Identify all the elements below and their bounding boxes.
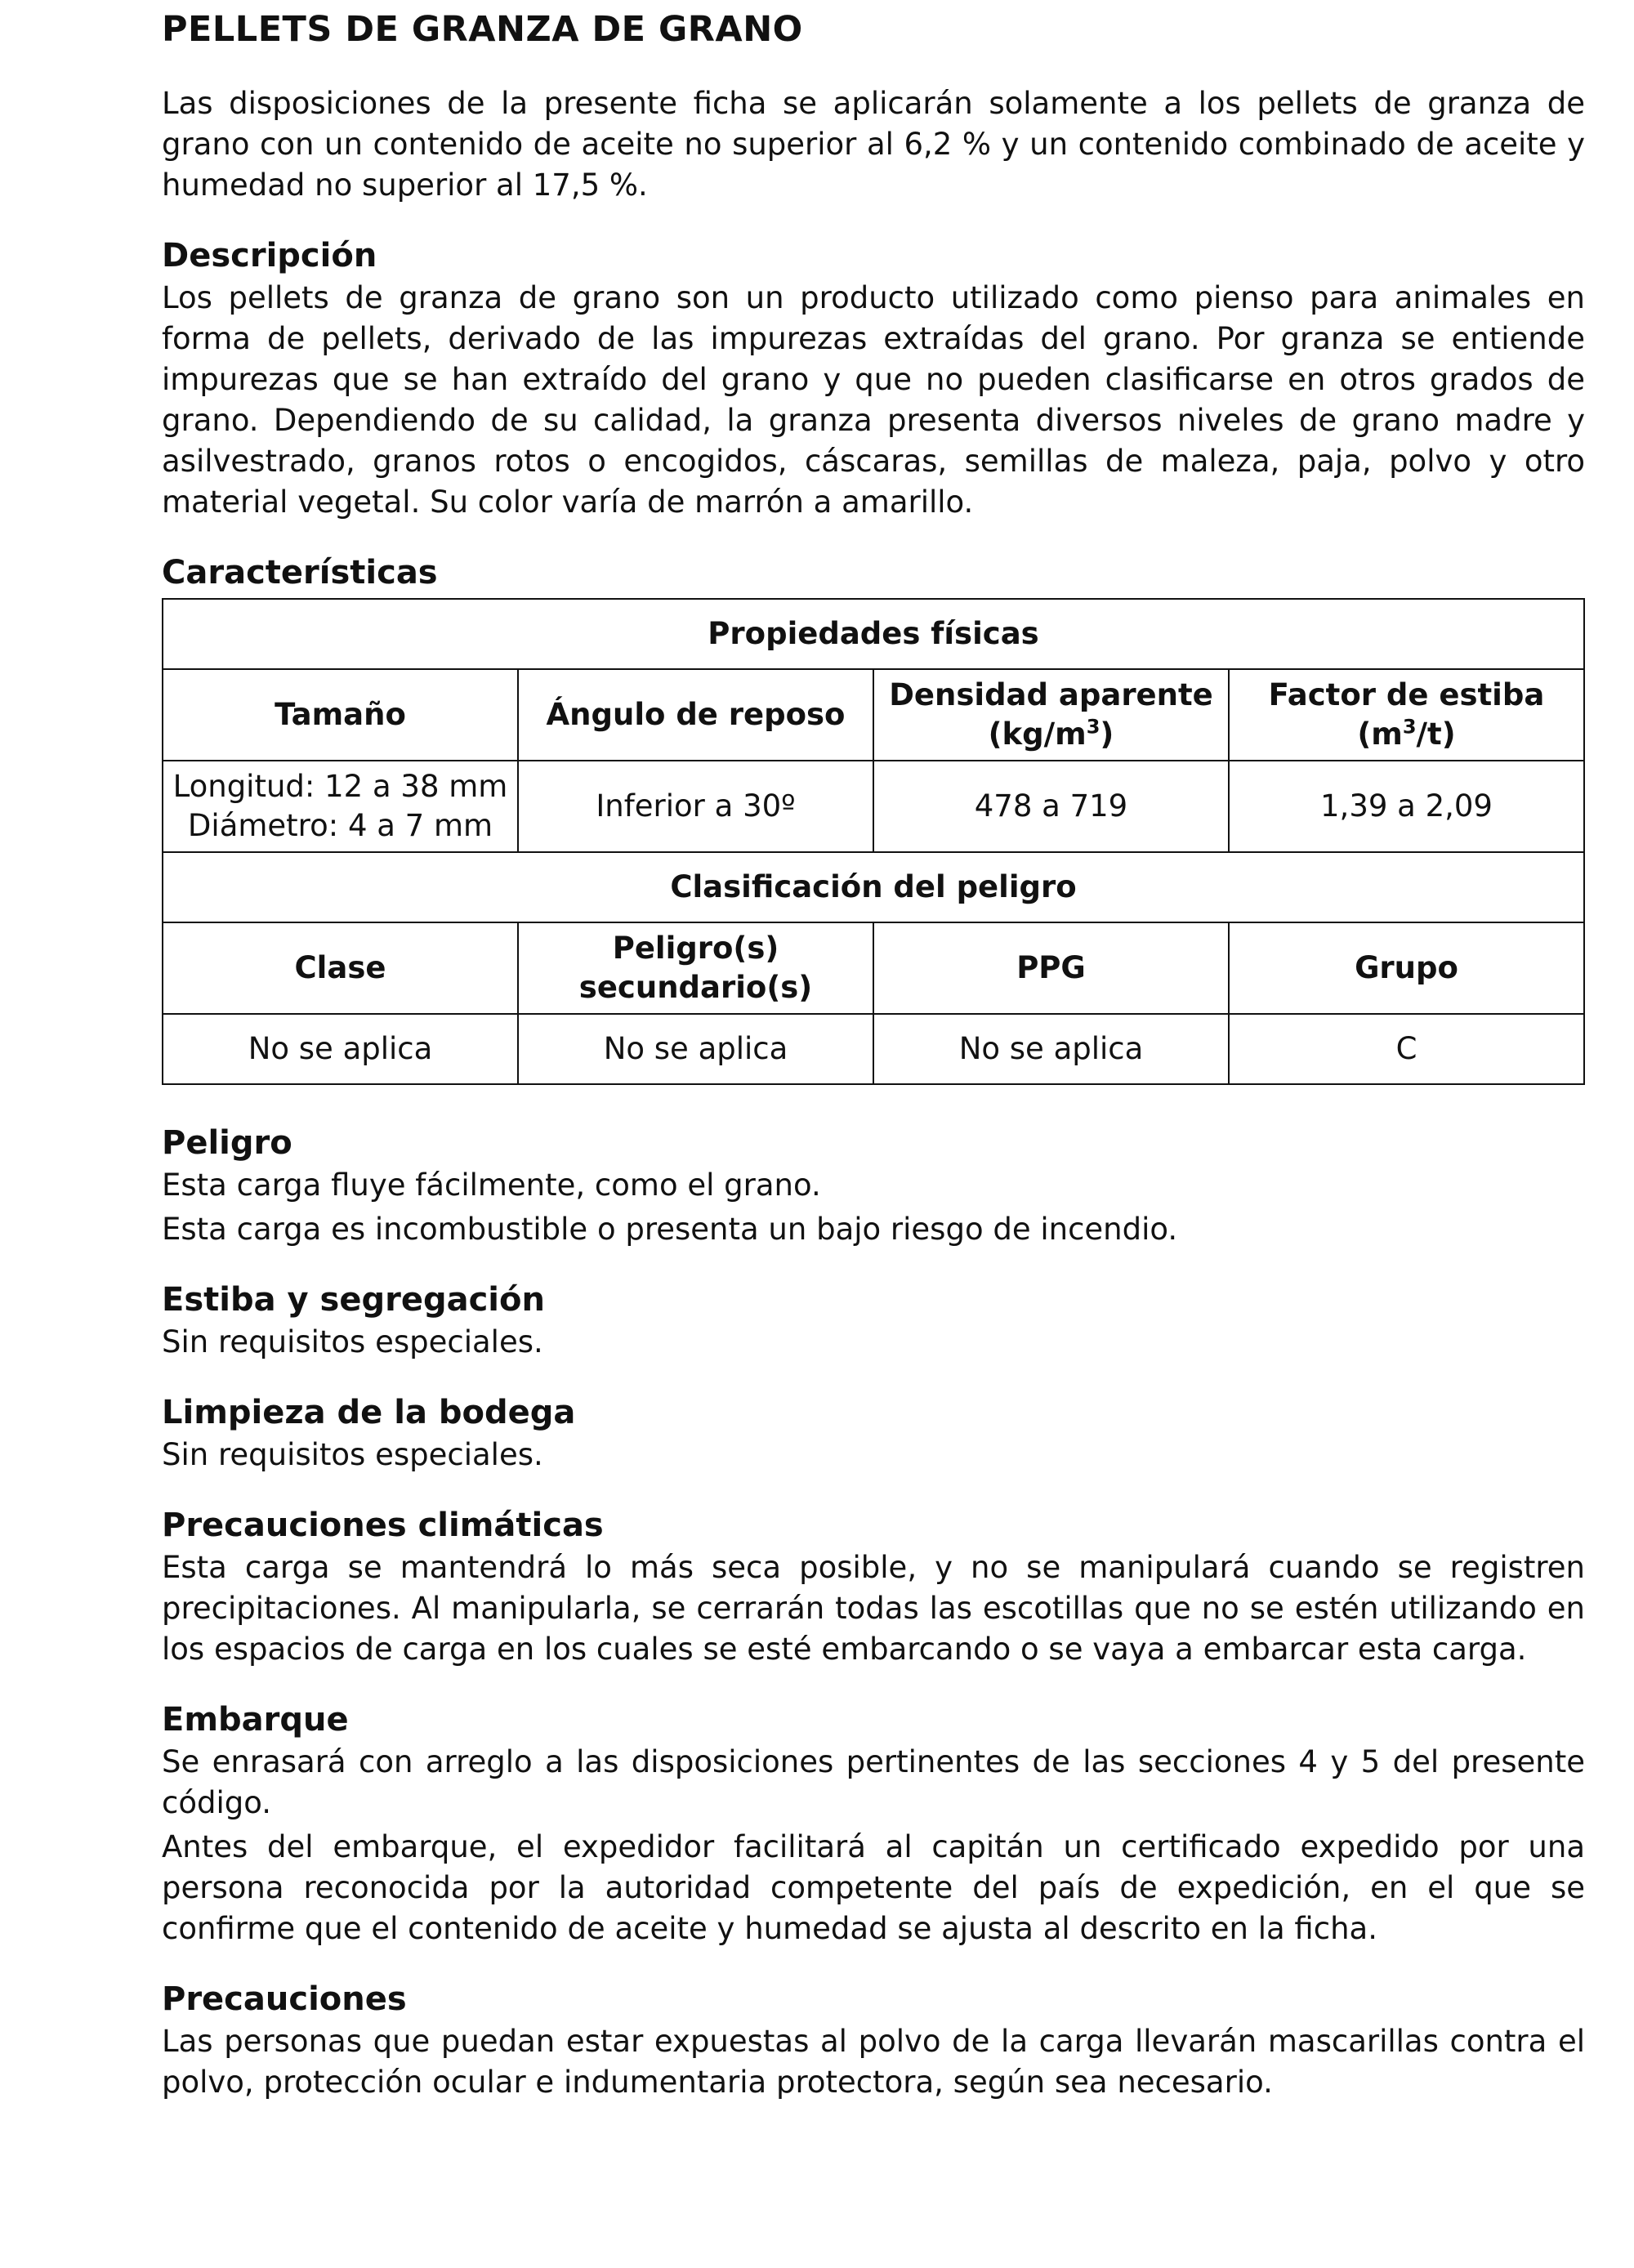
section-heading-estiba: Estiba y segregación [162,1281,545,1319]
value-ppg: No se aplica [873,1014,1229,1084]
hazard-classification-heading: Clasificación del peligro [163,852,1584,922]
section-embarque [162,1698,1585,1949]
properties-table [162,598,1585,1085]
value-clase: No se aplica [163,1014,518,1084]
header-factor [1229,669,1584,761]
header-peligro-line2: secundario(s) [578,970,813,1005]
section-limpieza [162,1391,1585,1476]
header-factor-line1: Factor de estiba [1268,677,1545,712]
embarque-text-1: Se enrasará con arreglo a las disposiciones pertinentes de las secciones 4 y 5 del presente código. [162,1744,1585,1820]
section-precauciones [162,1977,1585,2103]
section-heading-climaticas: Precauciones climáticas [162,1507,604,1544]
header-factor-unit: $(m^3/t)$ [1357,715,1456,752]
header-densidad-line1: Densidad aparente [889,677,1213,712]
value-grupo: C [1229,1014,1584,1084]
physical-properties-heading: Propiedades físicas [163,599,1584,669]
header-angulo: Ángulo de reposo [518,669,873,761]
peligro-line-2: Esta carga es incombustible o presenta un bajo riesgo de incendio. [162,1212,1178,1247]
table-row [163,852,1584,922]
table-row [163,922,1584,1014]
climaticas-text: Esta carga se mantendrá lo más seca posible, y no se manipulará cuando se registren precipitaciones. Al manipularla, se cerrarán todas las escotillas que no se estén utilizando en los espacios de carga en los cuales se esté embarcando o se vaya a embarcar esta carga. [162,1550,1585,1667]
section-heading-peligro: Peligro [162,1124,292,1162]
header-clase: Clase [163,922,518,1014]
intro-paragraph: Las disposiciones de la presente ficha se aplicarán solamente a los pellets de granza de grano con un contenido de aceite no superior al 6,2 % y un contenido combinado de aceite y humedad no superior al 17,5 %. [162,86,1585,203]
header-densidad-unit: $(kg/m^3)$ [988,715,1114,752]
header-densidad [873,669,1229,761]
estiba-text: Sin requisitos especiales. [162,1324,543,1359]
table-row [163,1014,1584,1084]
descripcion-text: Los pellets de granza de grano son un producto utilizado como pienso para animales en forma de pellets, derivado de las impurezas extraídas del grano. Por granza se entiende impurezas que se han extraído del grano y que no pueden clasificarse en otros grados de grano. Dependiendo de su calidad, la granza presenta diversos niveles de grano madre y asilvestrado, granos rotos o encogidos, cáscaras, semillas de maleza, paja, polvo y otro material vegetal. Su color varía de marrón a amarillo. [162,280,1585,520]
value-tamano [163,761,518,852]
section-caracteristicas [162,551,1585,1085]
header-peligro-line1: Peligro(s) [612,931,779,966]
section-climaticas [162,1503,1585,1670]
page-title: PELLETS DE GRANZA DE GRANO [162,9,803,50]
section-heading-limpieza: Limpieza de la bodega [162,1394,576,1431]
peligro-line-1: Esta carga fluye fácilmente, como el grano. [162,1167,821,1203]
table-row [163,599,1584,669]
value-peligro-secundario: No se aplica [518,1014,873,1084]
embarque-text-2: Antes del embarque, el expedidor facilitará al capitán un certificado expedido por una persona reconocida por la autoridad competente del país de expedición, en el que se confirme que el contenido de aceite y humedad se ajusta al descrito en la ficha. [162,1829,1585,1946]
section-heading-caracteristicas: Características [162,554,438,592]
header-peligro-secundario [518,922,873,1014]
header-ppg: PPG [873,922,1229,1014]
document-page [162,0,1585,2103]
section-descripcion [162,234,1585,523]
limpieza-text: Sin requisitos especiales. [162,1437,543,1472]
value-densidad: 478 a 719 [873,761,1229,852]
precauciones-text: Las personas que puedan estar expuestas al polvo de la carga llevarán mascarillas contra el polvo, protección ocular e indumentaria protectora, según sea necesario. [162,2024,1585,2100]
section-heading-precauciones: Precauciones [162,1980,407,2018]
section-heading-embarque: Embarque [162,1701,349,1739]
table-row [163,669,1584,761]
header-tamano: Tamaño [163,669,518,761]
table-row [163,761,1584,852]
header-grupo: Grupo [1229,922,1584,1014]
value-factor: 1,39 a 2,09 [1229,761,1584,852]
section-estiba [162,1278,1585,1363]
value-diametro: Diámetro: 4 a 7 mm [187,808,493,843]
value-longitud: Longitud: 12 a 38 mm [172,769,508,804]
section-peligro [162,1121,1585,1250]
section-heading-descripcion: Descripción [162,237,377,275]
value-angulo: Inferior a 30º [518,761,873,852]
